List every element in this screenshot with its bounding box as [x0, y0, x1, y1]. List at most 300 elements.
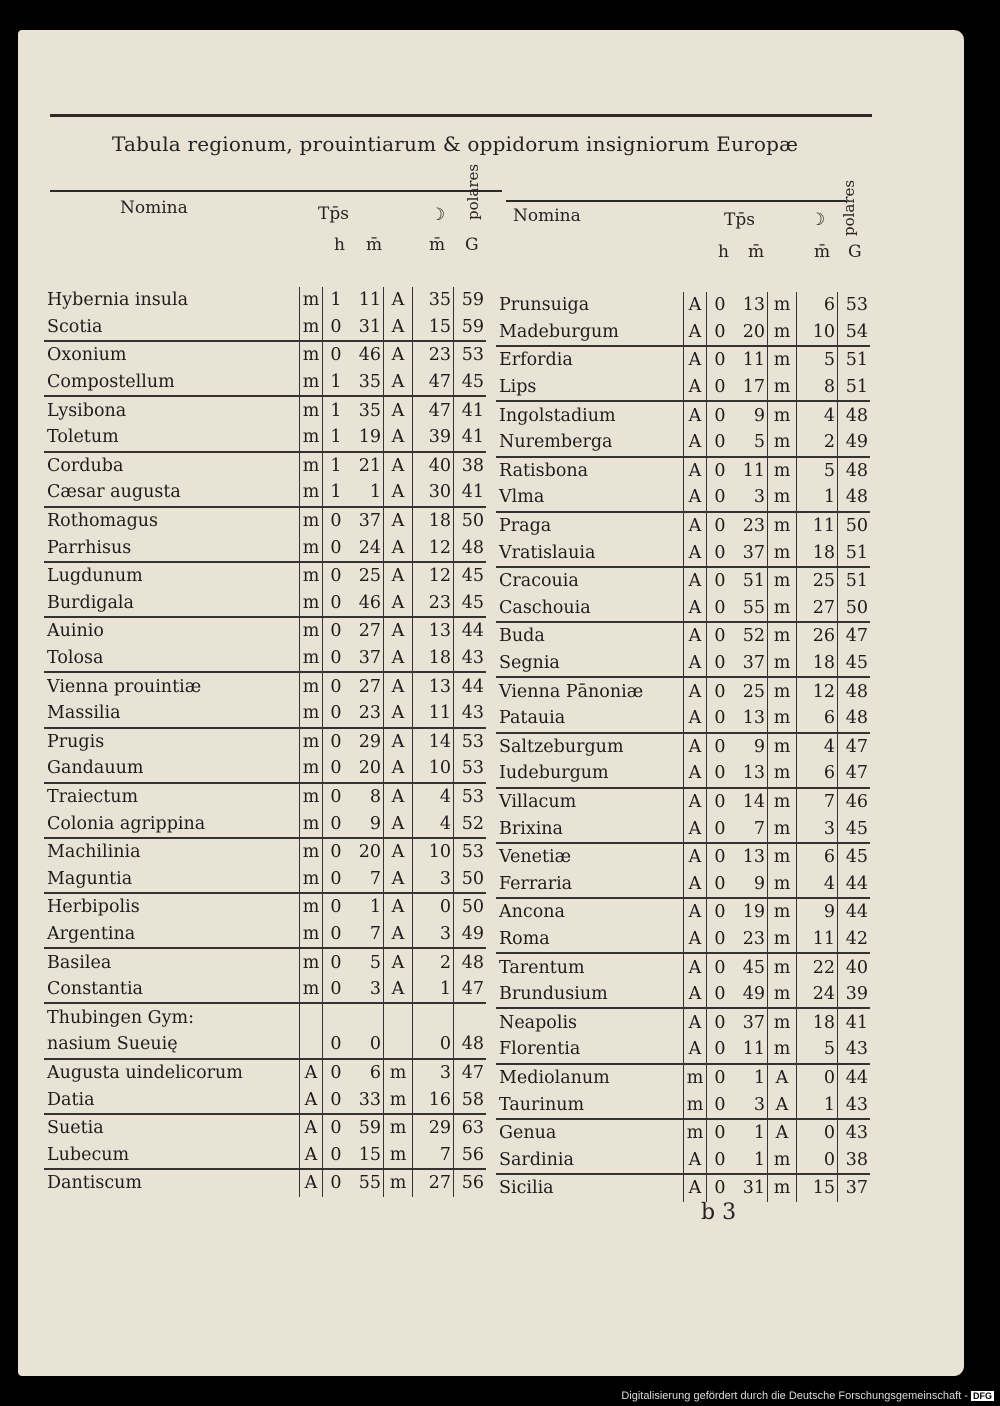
moon-minutes: 0: [413, 893, 454, 921]
hours: 0: [707, 1119, 734, 1147]
sign-a: A: [684, 319, 707, 347]
table-row: [496, 1036, 870, 1064]
table-row: [44, 1031, 486, 1059]
table-row: [44, 948, 486, 976]
hours: 0: [707, 981, 734, 1009]
place-name: Patauia: [496, 705, 684, 733]
sign-a: m: [300, 507, 323, 535]
sign-a: m: [300, 645, 323, 673]
minutes: 13: [742, 847, 765, 868]
sign-b: m: [768, 1008, 797, 1036]
hours: 0: [707, 595, 734, 623]
sign-b: m: [768, 567, 797, 595]
minutes: 25: [358, 566, 381, 587]
table-row: [44, 728, 486, 756]
polar-degrees: 45: [454, 369, 487, 397]
polar-degrees: 48: [838, 457, 871, 485]
polar-degrees: 58: [454, 1086, 487, 1114]
polar-degrees: 48: [454, 948, 487, 976]
table-row: [44, 976, 486, 1004]
hours: 0: [323, 948, 350, 976]
sign-b: m: [768, 401, 797, 429]
minutes: 1: [753, 1123, 765, 1144]
polar-degrees: 41: [454, 424, 487, 452]
sign-a: A: [684, 760, 707, 788]
table-row: [496, 319, 870, 347]
place-name: Mediolanum: [499, 1067, 610, 1088]
moon-minutes: 18: [797, 1008, 838, 1036]
minutes: 7: [349, 921, 384, 949]
table-row: [44, 672, 486, 700]
minutes: 23: [742, 516, 765, 537]
sign-b: A: [384, 948, 413, 976]
place-name: Neapolis: [499, 1012, 578, 1033]
sign-b: A: [384, 479, 413, 507]
place-name: Vratislauia: [496, 539, 684, 567]
sign-b: m: [768, 429, 797, 457]
header-nomina-left: Nomina: [120, 198, 188, 218]
minutes: 23: [349, 700, 384, 728]
polar-degrees: 41: [838, 1008, 871, 1036]
sign-b: m: [768, 677, 797, 705]
hours: 0: [707, 677, 734, 705]
moon-minutes: 7: [797, 788, 838, 816]
sign-a: A: [684, 733, 707, 761]
table-row: [44, 921, 486, 949]
sign-a: m: [300, 700, 323, 728]
place-name: Compostellum: [44, 369, 300, 397]
sign-b: m: [384, 1141, 413, 1169]
moon-minutes: 24: [797, 981, 838, 1009]
table-row: [44, 838, 486, 866]
sign-a: A: [684, 1174, 707, 1202]
sign-a: A: [300, 1086, 323, 1114]
place-name: Lugdunum: [47, 566, 143, 587]
polar-degrees: 51: [838, 346, 871, 374]
table-row: [44, 865, 486, 893]
minutes: 46: [349, 590, 384, 618]
hours: 0: [707, 1008, 734, 1036]
header-nomina-right: Nomina: [513, 206, 581, 226]
minutes: 20: [349, 755, 384, 783]
sign-a: [300, 1003, 323, 1031]
moon-minutes: 0: [797, 1064, 838, 1092]
polar-degrees: 50: [838, 512, 871, 540]
polar-degrees: 44: [838, 898, 871, 926]
minutes: 8: [369, 786, 381, 807]
sign-a: m: [300, 534, 323, 562]
sign-b: A: [384, 810, 413, 838]
place-name: Segnia: [496, 650, 684, 678]
polar-degrees: 50: [454, 507, 487, 535]
sign-b: m: [768, 815, 797, 843]
hours: 0: [707, 512, 734, 540]
place-name: Ancona: [499, 902, 565, 923]
table-row: [44, 534, 486, 562]
polar-degrees: 43: [838, 1091, 871, 1119]
sign-b: A: [384, 617, 413, 645]
minutes: 1: [349, 479, 384, 507]
place-name: Florentia: [496, 1036, 684, 1064]
moon-minutes: 13: [413, 672, 454, 700]
sign-a: m: [300, 948, 323, 976]
sign-b: [384, 1031, 413, 1059]
table-row: [496, 870, 870, 898]
sign-a: A: [300, 1059, 323, 1087]
table-row: [496, 981, 870, 1009]
sign-a: A: [684, 1036, 707, 1064]
table-row: [44, 452, 486, 480]
table-row: [496, 1119, 870, 1147]
place-name: Ratisbona: [499, 460, 589, 481]
table-row: [44, 1114, 486, 1142]
sign-a: A: [684, 429, 707, 457]
hours: 0: [323, 1059, 350, 1087]
sign-b: m: [768, 374, 797, 402]
minutes: 27: [358, 676, 381, 697]
sign-a: A: [684, 843, 707, 871]
place-name: Praga: [499, 516, 552, 537]
sign-b: A: [768, 1064, 797, 1092]
place-name: nasium Sueuię: [44, 1031, 300, 1059]
table-row: [496, 898, 870, 926]
sign-a: m: [300, 479, 323, 507]
minutes: 23: [733, 926, 768, 954]
sign-b: A: [384, 424, 413, 452]
sign-a: A: [684, 595, 707, 623]
hours: 0: [323, 1169, 350, 1197]
place-name: Erfordia: [499, 350, 573, 371]
sign-b: A: [384, 700, 413, 728]
place-name: Sardinia: [496, 1146, 684, 1174]
sign-a: m: [300, 838, 323, 866]
minutes: 27: [358, 621, 381, 642]
moon-minutes: 22: [797, 953, 838, 981]
sign-a: A: [684, 981, 707, 1009]
moon-minutes: 27: [413, 1169, 454, 1197]
table-row: [496, 457, 870, 485]
sign-b: A: [384, 534, 413, 562]
place-name: Gandauum: [44, 755, 300, 783]
sign-a: A: [684, 346, 707, 374]
place-name: Sicilia: [499, 1178, 554, 1199]
place-name: Tolosa: [44, 645, 300, 673]
minutes: 31: [742, 1178, 765, 1199]
polar-degrees: 48: [454, 1031, 487, 1059]
sign-a: A: [684, 788, 707, 816]
sign-a: m: [300, 452, 323, 480]
place-name: Maguntia: [44, 865, 300, 893]
hours: 0: [323, 672, 350, 700]
table-row: [496, 650, 870, 678]
header-g-left: G: [465, 235, 479, 255]
sign-a: A: [300, 1169, 323, 1197]
place-name: Madeburgum: [496, 319, 684, 347]
sign-a: A: [300, 1141, 323, 1169]
sign-a: A: [684, 539, 707, 567]
hours: 0: [707, 457, 734, 485]
table-row: [496, 484, 870, 512]
polar-degrees: 45: [838, 843, 871, 871]
minutes: 11: [742, 460, 765, 481]
sign-a: m: [300, 672, 323, 700]
hours: 0: [323, 341, 350, 369]
place-name: Rothomagus: [47, 511, 159, 532]
minutes: 55: [733, 595, 768, 623]
table-row: [496, 705, 870, 733]
minutes: 7: [733, 815, 768, 843]
sign-b: m: [384, 1086, 413, 1114]
moon-minutes: 26: [797, 622, 838, 650]
minutes: 24: [349, 534, 384, 562]
polar-degrees: 41: [454, 479, 487, 507]
hours: 0: [323, 314, 350, 342]
sign-a: m: [300, 976, 323, 1004]
polar-degrees: 49: [838, 429, 871, 457]
book-page: [18, 30, 964, 1376]
sign-b: A: [384, 287, 413, 314]
sign-a: A: [684, 457, 707, 485]
moon-minutes: 1: [797, 1091, 838, 1119]
header-h-left: h: [334, 235, 345, 255]
moon-minutes: 11: [413, 700, 454, 728]
moon-minutes: [413, 1003, 454, 1031]
polar-degrees: 44: [454, 672, 487, 700]
hours: 0: [707, 567, 734, 595]
minutes: 35: [349, 369, 384, 397]
moon-minutes: 15: [413, 314, 454, 342]
polar-degrees: 40: [838, 953, 871, 981]
minutes: 14: [742, 791, 765, 812]
sign-a: m: [300, 562, 323, 590]
sign-b: m: [768, 926, 797, 954]
polar-degrees: 50: [454, 865, 487, 893]
polar-degrees: 51: [838, 374, 871, 402]
polar-degrees: 43: [454, 645, 487, 673]
polar-degrees: 59: [454, 314, 487, 342]
moon-minutes: 1: [413, 976, 454, 1004]
top-rule: [50, 114, 872, 117]
minutes: 1: [733, 1146, 768, 1174]
moon-minutes: 12: [797, 677, 838, 705]
minutes: 19: [742, 902, 765, 923]
hours: 0: [323, 700, 350, 728]
table-row: [44, 700, 486, 728]
header-m2-left: m̄: [429, 235, 446, 255]
sign-b: A: [384, 452, 413, 480]
moon-minutes: 23: [413, 341, 454, 369]
sign-a: m: [300, 728, 323, 756]
hours: 0: [323, 865, 350, 893]
place-name: Lips: [496, 374, 684, 402]
moon-minutes: 10: [413, 755, 454, 783]
sign-a: A: [684, 1146, 707, 1174]
hours: 0: [323, 590, 350, 618]
table-row: [496, 1008, 870, 1036]
sign-b: m: [768, 1146, 797, 1174]
moon-minutes: 39: [413, 424, 454, 452]
place-name: Lysibona: [47, 400, 127, 421]
table-row: [496, 677, 870, 705]
minutes: 11: [358, 290, 381, 311]
moon-minutes: 35: [413, 287, 454, 314]
polar-degrees: 48: [838, 401, 871, 429]
header-moon-right: ☽: [810, 210, 826, 230]
sign-b: m: [768, 595, 797, 623]
minutes: 5: [369, 952, 381, 973]
hours: 0: [323, 645, 350, 673]
minutes: 25: [742, 681, 765, 702]
header-tps-left: Tp̄s: [318, 204, 349, 224]
moon-minutes: 3: [413, 921, 454, 949]
table-row: [44, 755, 486, 783]
place-name: Burdigala: [44, 590, 300, 618]
moon-minutes: 5: [797, 346, 838, 374]
table-row: [496, 374, 870, 402]
sign-b: A: [384, 783, 413, 811]
sign-a: m: [300, 287, 323, 314]
sign-b: A: [384, 314, 413, 342]
header-m-right: m̄: [748, 242, 765, 262]
place-name: Buda: [499, 626, 545, 647]
table-row: [496, 539, 870, 567]
hours: 1: [323, 287, 350, 314]
table-row: [496, 512, 870, 540]
minutes: 9: [349, 810, 384, 838]
polar-degrees: 50: [454, 893, 487, 921]
moon-minutes: 3: [413, 1059, 454, 1087]
place-name: Scotia: [44, 314, 300, 342]
table-row: [44, 810, 486, 838]
sign-a: A: [684, 705, 707, 733]
place-name: Colonia agrippina: [44, 810, 300, 838]
polar-degrees: 50: [838, 595, 871, 623]
header-rule-left: [50, 190, 502, 192]
table-row: [44, 314, 486, 342]
hours: 0: [707, 1064, 734, 1092]
polar-degrees: 47: [838, 622, 871, 650]
minutes: [349, 1003, 384, 1031]
sign-a: A: [684, 1008, 707, 1036]
moon-minutes: 0: [797, 1119, 838, 1147]
hours: 0: [707, 705, 734, 733]
table-row: [44, 590, 486, 618]
minutes: 3: [349, 976, 384, 1004]
moon-minutes: 18: [797, 539, 838, 567]
minutes: 31: [349, 314, 384, 342]
moon-minutes: 6: [797, 760, 838, 788]
place-name: Venetiæ: [499, 847, 572, 868]
table-row: [496, 788, 870, 816]
minutes: 9: [753, 405, 765, 426]
hours: 0: [707, 843, 734, 871]
sign-a: A: [684, 401, 707, 429]
polar-degrees: [454, 1003, 487, 1031]
place-name: Hybernia insula: [47, 290, 189, 311]
polar-degrees: 48: [838, 677, 871, 705]
left-table: [44, 287, 486, 1197]
sign-a: m: [300, 590, 323, 618]
moon-minutes: 29: [413, 1114, 454, 1142]
sign-a: A: [684, 567, 707, 595]
sign-b: m: [768, 953, 797, 981]
table-row: [44, 287, 486, 314]
hours: 0: [707, 1036, 734, 1064]
table-row: [44, 893, 486, 921]
minutes: 5: [733, 429, 768, 457]
place-name: Vienna Pānoniæ: [499, 681, 644, 702]
moon-minutes: 30: [413, 479, 454, 507]
polar-degrees: 39: [838, 981, 871, 1009]
table-row: [496, 1174, 870, 1202]
minutes: 20: [733, 319, 768, 347]
place-name: Argentina: [44, 921, 300, 949]
header-rule-right: [506, 200, 846, 202]
polar-degrees: 53: [454, 728, 487, 756]
place-name: Ferraria: [496, 870, 684, 898]
table-row: [44, 617, 486, 645]
sign-b: m: [768, 539, 797, 567]
sign-b: m: [768, 760, 797, 788]
hours: 0: [707, 733, 734, 761]
moon-minutes: 1: [797, 484, 838, 512]
table-row: [44, 783, 486, 811]
table-row: [44, 1169, 486, 1197]
sign-b: m: [768, 705, 797, 733]
moon-minutes: 18: [413, 507, 454, 535]
place-name: Caschouia: [496, 595, 684, 623]
place-name: Toletum: [44, 424, 300, 452]
polar-degrees: 54: [838, 319, 871, 347]
sign-b: m: [768, 512, 797, 540]
sign-b: A: [384, 341, 413, 369]
place-name: Constantia: [44, 976, 300, 1004]
sign-b: A: [384, 396, 413, 424]
minutes: 11: [733, 1036, 768, 1064]
moon-minutes: 6: [797, 705, 838, 733]
table-row: [44, 479, 486, 507]
sign-b: m: [768, 898, 797, 926]
polar-degrees: 53: [454, 341, 487, 369]
minutes: 37: [349, 645, 384, 673]
hours: 0: [707, 870, 734, 898]
sign-b: m: [768, 622, 797, 650]
minutes: 15: [349, 1141, 384, 1169]
hours: 0: [707, 1174, 734, 1202]
minutes: 46: [358, 345, 381, 366]
table-row: [496, 622, 870, 650]
table-row: [496, 733, 870, 761]
sign-a: m: [300, 314, 323, 342]
moon-minutes: 12: [413, 562, 454, 590]
minutes: 21: [358, 455, 381, 476]
sign-b: A: [384, 672, 413, 700]
sign-b: m: [768, 788, 797, 816]
moon-minutes: 6: [797, 843, 838, 871]
minutes: 0: [349, 1031, 384, 1059]
place-name: Traiectum: [47, 786, 139, 807]
sign-a: m: [300, 617, 323, 645]
place-name: Iudeburgum: [496, 760, 684, 788]
signature-mark: b 3: [701, 1200, 737, 1225]
hours: 0: [323, 1086, 350, 1114]
hours: 0: [707, 484, 734, 512]
polar-degrees: 59: [454, 287, 487, 314]
hours: 0: [323, 617, 350, 645]
moon-minutes: 13: [413, 617, 454, 645]
minutes: 19: [349, 424, 384, 452]
table-row: [496, 595, 870, 623]
